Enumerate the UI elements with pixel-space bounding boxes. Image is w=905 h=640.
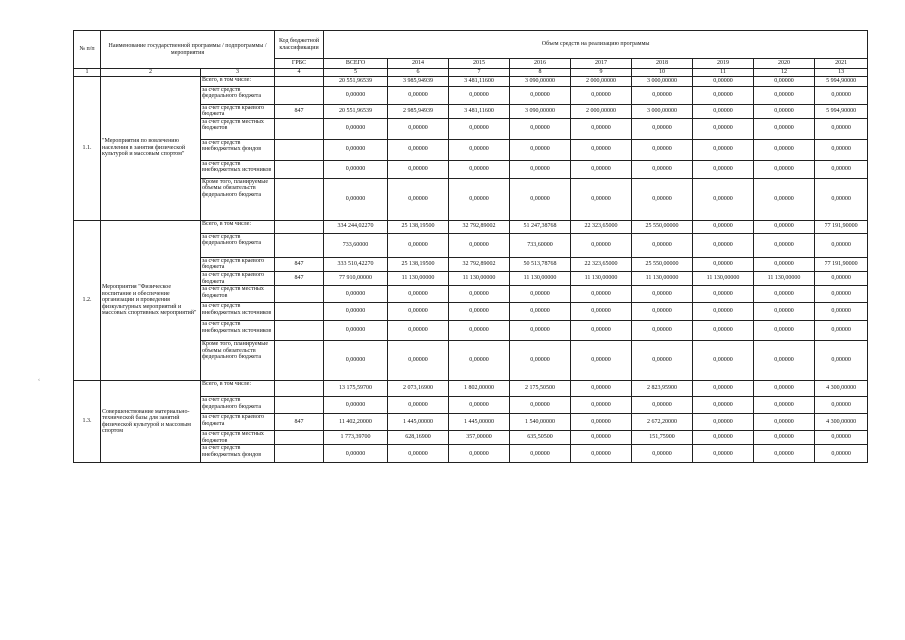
table-row bbox=[74, 76, 868, 86]
amount-cell: 0,00000 bbox=[632, 303, 693, 321]
amount-cell: 0,00000 bbox=[632, 341, 693, 381]
header-colnum: 10 bbox=[632, 69, 693, 77]
amount-cell: 0,00000 bbox=[693, 220, 754, 233]
amount-cell: 0,00000 bbox=[449, 86, 510, 104]
amount-cell: 0,00000 bbox=[632, 445, 693, 463]
amount-cell: 0,00000 bbox=[571, 445, 632, 463]
amount-cell: 5 994,90000 bbox=[815, 76, 868, 86]
amount-cell: 0,00000 bbox=[693, 257, 754, 271]
amount-cell: 0,00000 bbox=[754, 257, 815, 271]
funding-source: за счет средств внебюджетных источников bbox=[201, 160, 275, 178]
grbs-code bbox=[275, 303, 324, 321]
funding-source: за счет средств краевого бюджета bbox=[201, 414, 275, 431]
amount-cell: 0,00000 bbox=[693, 104, 754, 118]
amount-cell: 0,00000 bbox=[571, 118, 632, 139]
amount-cell: 0,00000 bbox=[632, 178, 693, 220]
header-year: 2018 bbox=[632, 59, 693, 69]
amount-cell: 0,00000 bbox=[754, 321, 815, 341]
section-number: 1.1. bbox=[74, 76, 101, 220]
amount-cell: 1 802,00000 bbox=[449, 381, 510, 397]
amount-cell: 0,00000 bbox=[693, 397, 754, 414]
amount-cell: 2 000,00000 bbox=[571, 104, 632, 118]
amount-cell: 0,00000 bbox=[754, 233, 815, 257]
amount-cell: 2 000,00000 bbox=[571, 76, 632, 86]
amount-cell: 0,00000 bbox=[324, 160, 388, 178]
header-colnum: 13 bbox=[815, 69, 868, 77]
amount-cell: 77 910,00000 bbox=[324, 271, 388, 285]
grbs-code bbox=[275, 286, 324, 303]
table-row bbox=[74, 220, 868, 233]
header-year: 2019 bbox=[693, 59, 754, 69]
amount-cell: 0,00000 bbox=[632, 160, 693, 178]
amount-cell: 0,00000 bbox=[815, 341, 868, 381]
amount-cell: 25 138,19500 bbox=[388, 220, 449, 233]
funding-source: за счет средств внебюджетных фондов bbox=[201, 445, 275, 463]
table-body bbox=[74, 76, 868, 463]
funding-source: Кроме того, планируемые объемы обязательств федерального бюджета bbox=[201, 178, 275, 220]
amount-cell: 0,00000 bbox=[693, 431, 754, 445]
amount-cell: 50 513,78768 bbox=[510, 257, 571, 271]
amount-cell: 333 510,42270 bbox=[324, 257, 388, 271]
funding-source: за счет средств местных бюджетов bbox=[201, 431, 275, 445]
header-year: 2017 bbox=[571, 59, 632, 69]
grbs-code bbox=[275, 86, 324, 104]
amount-cell: 0,00000 bbox=[388, 233, 449, 257]
amount-cell: 20 551,96539 bbox=[324, 76, 388, 86]
amount-cell: 0,00000 bbox=[632, 397, 693, 414]
section-name: Мероприятия "Физическое воспитание и обеспечение организации и проведения физкультурных мероприятий и массовых спортивных мероприятий" bbox=[101, 220, 201, 380]
amount-cell: 3 481,11600 bbox=[449, 76, 510, 86]
amount-cell: 0,00000 bbox=[815, 139, 868, 160]
amount-cell: 0,00000 bbox=[693, 414, 754, 431]
amount-cell: 3 090,00000 bbox=[510, 104, 571, 118]
amount-cell: 0,00000 bbox=[754, 286, 815, 303]
funding-source: за счет средств местных бюджетов bbox=[201, 286, 275, 303]
header-code: Код бюджетной классификации bbox=[275, 31, 324, 59]
amount-cell: 733,60000 bbox=[510, 233, 571, 257]
amount-cell: 0,00000 bbox=[571, 139, 632, 160]
amount-cell: 0,00000 bbox=[388, 341, 449, 381]
amount-cell: 3 481,11600 bbox=[449, 104, 510, 118]
amount-cell: 0,00000 bbox=[388, 286, 449, 303]
grbs-code bbox=[275, 381, 324, 397]
amount-cell: 0,00000 bbox=[754, 341, 815, 381]
amount-cell: 0,00000 bbox=[815, 445, 868, 463]
amount-cell: 0,00000 bbox=[754, 118, 815, 139]
amount-cell: 0,00000 bbox=[754, 86, 815, 104]
amount-cell: 0,00000 bbox=[510, 160, 571, 178]
header-colnum: 11 bbox=[693, 69, 754, 77]
section-number: 1.2. bbox=[74, 220, 101, 380]
amount-cell: 0,00000 bbox=[754, 160, 815, 178]
grbs-code: 847 bbox=[275, 257, 324, 271]
amount-cell: 0,00000 bbox=[324, 118, 388, 139]
amount-cell: 357,00000 bbox=[449, 431, 510, 445]
amount-cell: 0,00000 bbox=[324, 286, 388, 303]
amount-cell: 0,00000 bbox=[449, 303, 510, 321]
amount-cell: 0,00000 bbox=[571, 86, 632, 104]
amount-cell: 0,00000 bbox=[632, 321, 693, 341]
amount-cell: 0,00000 bbox=[571, 341, 632, 381]
amount-cell: 0,00000 bbox=[754, 431, 815, 445]
amount-cell: 0,00000 bbox=[571, 414, 632, 431]
funding-source: за счет средств внебюджетных источников bbox=[201, 303, 275, 321]
header-colnum: 2 bbox=[101, 69, 201, 77]
amount-cell: 0,00000 bbox=[510, 118, 571, 139]
amount-cell: 0,00000 bbox=[693, 286, 754, 303]
grbs-code bbox=[275, 139, 324, 160]
amount-cell: 0,00000 bbox=[571, 233, 632, 257]
amount-cell: 0,00000 bbox=[324, 139, 388, 160]
grbs-code bbox=[275, 445, 324, 463]
amount-cell: 151,75900 bbox=[632, 431, 693, 445]
amount-cell: 0,00000 bbox=[632, 139, 693, 160]
amount-cell: 0,00000 bbox=[754, 397, 815, 414]
amount-cell: 0,00000 bbox=[324, 86, 388, 104]
amount-cell: 0,00000 bbox=[815, 118, 868, 139]
funding-source: Всего, в том числе: bbox=[201, 381, 275, 397]
funding-source: за счет средств краевого бюджета bbox=[201, 257, 275, 271]
amount-cell: 0,00000 bbox=[571, 160, 632, 178]
table-row bbox=[74, 381, 868, 397]
header-year: ВСЕГО bbox=[324, 59, 388, 69]
amount-cell: 11 130,00000 bbox=[754, 271, 815, 285]
amount-cell: 0,00000 bbox=[815, 303, 868, 321]
grbs-code bbox=[275, 321, 324, 341]
funding-source: за счет средств федерального бюджета bbox=[201, 397, 275, 414]
amount-cell: 1 445,00000 bbox=[388, 414, 449, 431]
amount-cell: 0,00000 bbox=[815, 286, 868, 303]
amount-cell: 0,00000 bbox=[324, 178, 388, 220]
amount-cell: 0,00000 bbox=[388, 139, 449, 160]
funding-source: за счет средств федерального бюджета bbox=[201, 233, 275, 257]
amount-cell: 0,00000 bbox=[571, 397, 632, 414]
amount-cell: 0,00000 bbox=[815, 431, 868, 445]
grbs-code: 847 bbox=[275, 414, 324, 431]
amount-cell: 0,00000 bbox=[754, 104, 815, 118]
amount-cell: 0,00000 bbox=[449, 178, 510, 220]
amount-cell: 2 073,16900 bbox=[388, 381, 449, 397]
amount-cell: 0,00000 bbox=[449, 321, 510, 341]
grbs-code bbox=[275, 220, 324, 233]
amount-cell: 0,00000 bbox=[388, 178, 449, 220]
amount-cell: 628,16900 bbox=[388, 431, 449, 445]
amount-cell: 0,00000 bbox=[632, 118, 693, 139]
grbs-code: 847 bbox=[275, 271, 324, 285]
amount-cell: 0,00000 bbox=[449, 118, 510, 139]
amount-cell: 0,00000 bbox=[693, 160, 754, 178]
amount-cell: 0,00000 bbox=[571, 303, 632, 321]
grbs-code bbox=[275, 397, 324, 414]
amount-cell: 2 672,20000 bbox=[632, 414, 693, 431]
amount-cell: 0,00000 bbox=[510, 286, 571, 303]
amount-cell: 0,00000 bbox=[815, 233, 868, 257]
table-header bbox=[74, 31, 868, 77]
amount-cell: 0,00000 bbox=[510, 445, 571, 463]
amount-cell: 0,00000 bbox=[324, 321, 388, 341]
funding-source: Всего, в том числе: bbox=[201, 76, 275, 86]
amount-cell: 0,00000 bbox=[815, 271, 868, 285]
amount-cell: 11 130,00000 bbox=[693, 271, 754, 285]
amount-cell: 0,00000 bbox=[815, 178, 868, 220]
amount-cell: 32 792,89002 bbox=[449, 257, 510, 271]
section-number: 1.3. bbox=[74, 381, 101, 463]
amount-cell: 11 130,00000 bbox=[449, 271, 510, 285]
amount-cell: 0,00000 bbox=[815, 397, 868, 414]
funding-source: за счет средств краевого бюджета bbox=[201, 271, 275, 285]
amount-cell: 1 773,39700 bbox=[324, 431, 388, 445]
grbs-code bbox=[275, 178, 324, 220]
amount-cell: 0,00000 bbox=[510, 178, 571, 220]
amount-cell: 5 994,90000 bbox=[815, 104, 868, 118]
amount-cell: 733,60000 bbox=[324, 233, 388, 257]
header-colnum: 4 bbox=[275, 69, 324, 77]
amount-cell: 0,00000 bbox=[388, 397, 449, 414]
amount-cell: 0,00000 bbox=[388, 118, 449, 139]
amount-cell: 0,00000 bbox=[693, 118, 754, 139]
amount-cell: 51 247,38768 bbox=[510, 220, 571, 233]
amount-cell: 1 540,00000 bbox=[510, 414, 571, 431]
amount-cell: 11 130,00000 bbox=[571, 271, 632, 285]
grbs-code bbox=[275, 431, 324, 445]
amount-cell: 0,00000 bbox=[571, 286, 632, 303]
amount-cell: 0,00000 bbox=[388, 445, 449, 463]
amount-cell: 0,00000 bbox=[388, 86, 449, 104]
grbs-code bbox=[275, 118, 324, 139]
header-year: 2021 bbox=[815, 59, 868, 69]
amount-cell: 1 445,00000 bbox=[449, 414, 510, 431]
amount-cell: 0,00000 bbox=[693, 445, 754, 463]
funding-source: за счет средств внебюджетных источников bbox=[201, 321, 275, 341]
amount-cell: 3 090,00000 bbox=[510, 76, 571, 86]
amount-cell: 0,00000 bbox=[754, 303, 815, 321]
amount-cell: 0,00000 bbox=[754, 139, 815, 160]
section-name: "Мероприятия по вовлечению населения в занятия физической культурой и массовым спортом" bbox=[101, 76, 201, 220]
amount-cell: 3 985,94939 bbox=[388, 76, 449, 86]
budget-table bbox=[73, 30, 868, 463]
amount-cell: 0,00000 bbox=[324, 397, 388, 414]
amount-cell: 0,00000 bbox=[510, 321, 571, 341]
amount-cell: 0,00000 bbox=[693, 178, 754, 220]
header-colnum: 5 bbox=[324, 69, 388, 77]
amount-cell: 0,00000 bbox=[449, 233, 510, 257]
amount-cell: 77 191,90000 bbox=[815, 257, 868, 271]
amount-cell: 0,00000 bbox=[754, 178, 815, 220]
amount-cell: 2 175,50500 bbox=[510, 381, 571, 397]
amount-cell: 77 191,90000 bbox=[815, 220, 868, 233]
amount-cell: 25 550,00000 bbox=[632, 257, 693, 271]
grbs-code bbox=[275, 160, 324, 178]
margin-mark: ‹ bbox=[38, 377, 40, 383]
amount-cell: 0,00000 bbox=[571, 381, 632, 397]
amount-cell: 0,00000 bbox=[388, 303, 449, 321]
amount-cell: 0,00000 bbox=[571, 431, 632, 445]
amount-cell: 0,00000 bbox=[510, 303, 571, 321]
amount-cell: 13 175,59700 bbox=[324, 381, 388, 397]
amount-cell: 0,00000 bbox=[388, 321, 449, 341]
amount-cell: 32 792,89002 bbox=[449, 220, 510, 233]
amount-cell: 0,00000 bbox=[754, 220, 815, 233]
amount-cell: 635,50500 bbox=[510, 431, 571, 445]
grbs-code bbox=[275, 341, 324, 381]
header-year: 2014 bbox=[388, 59, 449, 69]
amount-cell: 0,00000 bbox=[571, 321, 632, 341]
amount-cell: 0,00000 bbox=[815, 321, 868, 341]
amount-cell: 0,00000 bbox=[449, 445, 510, 463]
funding-source: Всего, в том числе: bbox=[201, 220, 275, 233]
header-num: № п/п bbox=[74, 31, 101, 69]
header-grbs: ГРБС bbox=[275, 59, 324, 69]
funding-source: за счет средств федерального бюджета bbox=[201, 86, 275, 104]
header-colnum: 9 bbox=[571, 69, 632, 77]
amount-cell: 334 244,02270 bbox=[324, 220, 388, 233]
amount-cell: 22 323,65000 bbox=[571, 257, 632, 271]
amount-cell: 11 130,00000 bbox=[632, 271, 693, 285]
amount-cell: 0,00000 bbox=[632, 233, 693, 257]
amount-cell: 11 130,00000 bbox=[510, 271, 571, 285]
amount-cell: 0,00000 bbox=[632, 86, 693, 104]
amount-cell: 0,00000 bbox=[754, 445, 815, 463]
amount-cell: 4 300,00000 bbox=[815, 381, 868, 397]
funding-source: Кроме того, планируемые объемы обязательств федерального бюджета bbox=[201, 341, 275, 381]
amount-cell: 20 551,96539 bbox=[324, 104, 388, 118]
header-year: 2020 bbox=[754, 59, 815, 69]
amount-cell: 0,00000 bbox=[754, 381, 815, 397]
header-colnum: 6 bbox=[388, 69, 449, 77]
amount-cell: 2 823,95900 bbox=[632, 381, 693, 397]
amount-cell: 0,00000 bbox=[510, 86, 571, 104]
amount-cell: 25 138,19500 bbox=[388, 257, 449, 271]
amount-cell: 0,00000 bbox=[449, 397, 510, 414]
amount-cell: 22 323,65000 bbox=[571, 220, 632, 233]
amount-cell: 0,00000 bbox=[324, 445, 388, 463]
amount-cell: 11 130,00000 bbox=[388, 271, 449, 285]
amount-cell: 4 300,00000 bbox=[815, 414, 868, 431]
amount-cell: 0,00000 bbox=[693, 341, 754, 381]
funding-source: за счет средств краевого бюджета bbox=[201, 104, 275, 118]
amount-cell: 0,00000 bbox=[449, 139, 510, 160]
grbs-code bbox=[275, 76, 324, 86]
amount-cell: 0,00000 bbox=[510, 397, 571, 414]
header-year: 2016 bbox=[510, 59, 571, 69]
header-volume: Объем средств на реализацию программы bbox=[324, 31, 868, 59]
header-colnum: 1 bbox=[74, 69, 101, 77]
section-name: Совершенствование материально-технической базы для занятий физической культурой и массовым спортом bbox=[101, 381, 201, 463]
funding-source: за счет средств местных бюджетов bbox=[201, 118, 275, 139]
amount-cell: 25 550,00000 bbox=[632, 220, 693, 233]
amount-cell: 0,00000 bbox=[815, 160, 868, 178]
amount-cell: 0,00000 bbox=[510, 139, 571, 160]
amount-cell: 0,00000 bbox=[324, 341, 388, 381]
amount-cell: 11 402,20000 bbox=[324, 414, 388, 431]
header-colnum: 7 bbox=[449, 69, 510, 77]
header-colnums-row bbox=[74, 69, 868, 77]
amount-cell: 0,00000 bbox=[754, 76, 815, 86]
header-colnum: 8 bbox=[510, 69, 571, 77]
header-name: Наименование государственной программы / подпрограммы / мероприятия bbox=[101, 31, 275, 69]
amount-cell: 0,00000 bbox=[632, 286, 693, 303]
header-year: 2015 bbox=[449, 59, 510, 69]
amount-cell: 0,00000 bbox=[693, 321, 754, 341]
amount-cell: 0,00000 bbox=[693, 139, 754, 160]
amount-cell: 0,00000 bbox=[449, 286, 510, 303]
header-colnum: 3 bbox=[201, 69, 275, 77]
amount-cell: 0,00000 bbox=[815, 86, 868, 104]
grbs-code: 847 bbox=[275, 104, 324, 118]
amount-cell: 0,00000 bbox=[693, 76, 754, 86]
grbs-code bbox=[275, 233, 324, 257]
amount-cell: 0,00000 bbox=[449, 160, 510, 178]
amount-cell: 0,00000 bbox=[388, 160, 449, 178]
amount-cell: 3 000,00000 bbox=[632, 76, 693, 86]
amount-cell: 0,00000 bbox=[754, 414, 815, 431]
amount-cell: 0,00000 bbox=[510, 341, 571, 381]
amount-cell: 0,00000 bbox=[693, 381, 754, 397]
amount-cell: 0,00000 bbox=[693, 303, 754, 321]
amount-cell: 0,00000 bbox=[324, 303, 388, 321]
budget-table-sheet bbox=[73, 30, 868, 463]
amount-cell: 0,00000 bbox=[693, 233, 754, 257]
amount-cell: 0,00000 bbox=[693, 86, 754, 104]
header-colnum: 12 bbox=[754, 69, 815, 77]
amount-cell: 0,00000 bbox=[449, 341, 510, 381]
amount-cell: 3 000,00000 bbox=[632, 104, 693, 118]
amount-cell: 0,00000 bbox=[571, 178, 632, 220]
amount-cell: 2 985,94939 bbox=[388, 104, 449, 118]
funding-source: за счет средств внебюджетных фондов bbox=[201, 139, 275, 160]
